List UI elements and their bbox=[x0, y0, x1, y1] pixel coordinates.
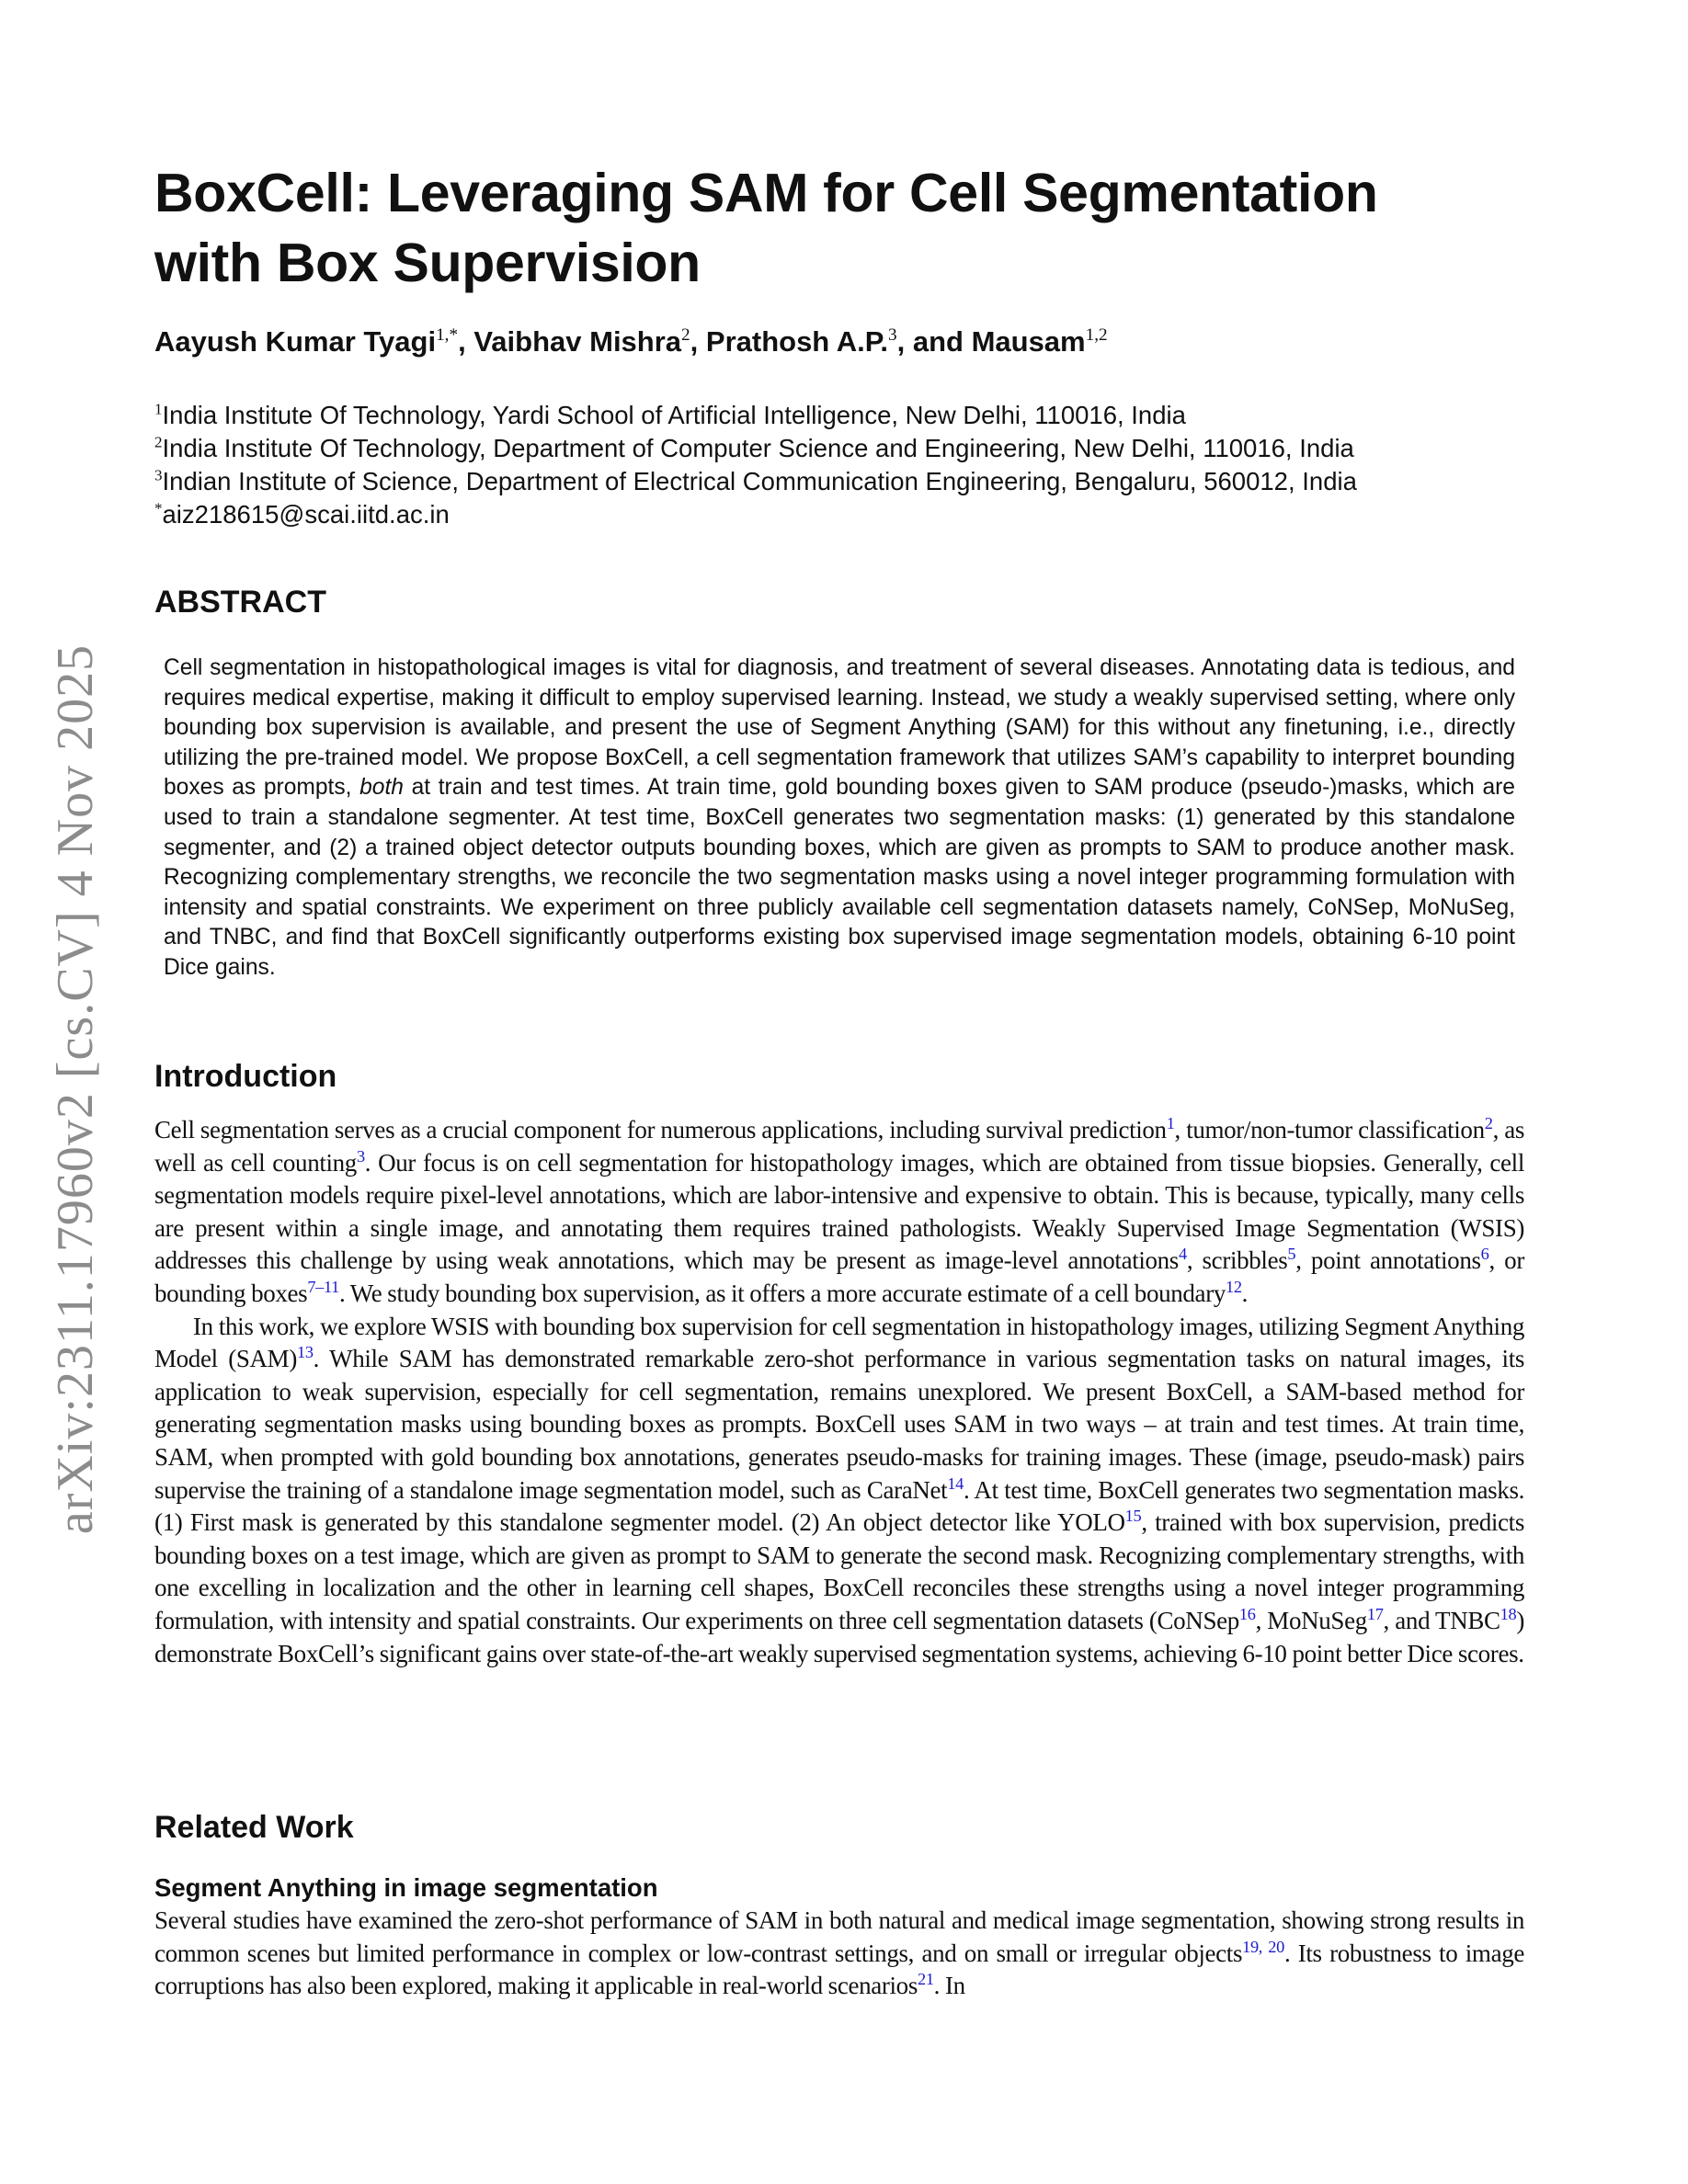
related-work-heading: Related Work bbox=[154, 1810, 354, 1845]
citation-link[interactable]: 15 bbox=[1124, 1507, 1142, 1526]
author: Mausam$^{1,2}$ bbox=[971, 325, 1108, 358]
author-affiliation-mark: 1,* bbox=[436, 325, 459, 346]
author-list bbox=[154, 324, 1589, 360]
citation-link[interactable]: 2 bbox=[1484, 1113, 1493, 1132]
citation-link[interactable]: 17 bbox=[1366, 1604, 1384, 1623]
arxiv-side-stamp: arXiv:2311.17960v2 [cs.CV] 4 Nov 2025 bbox=[47, 643, 104, 1535]
citation-link[interactable]: 1 bbox=[1166, 1113, 1175, 1132]
citation-link[interactable]: 21 bbox=[917, 1970, 934, 1989]
author-affiliation-mark: 2 bbox=[681, 325, 690, 346]
paper-title bbox=[154, 158, 1589, 298]
citation-link[interactable]: 18 bbox=[1500, 1604, 1517, 1623]
author: Aayush Kumar Tyagi$^{1,*}$, bbox=[154, 325, 474, 358]
author-affiliation-mark: 1,2 bbox=[1085, 325, 1108, 346]
citation-link[interactable]: 19, 20 bbox=[1242, 1937, 1284, 1956]
abstract-heading: ABSTRACT bbox=[154, 585, 326, 620]
author: Prathosh A.P.$^3$, and bbox=[705, 325, 972, 358]
title-line-2: with Box Supervision bbox=[154, 233, 701, 293]
citation-link[interactable]: 16 bbox=[1238, 1604, 1256, 1623]
related-work-paragraph-1: Several studies have examined the zero-shot performance of SAM in both natural and medical image segmentation, showing strong results in common scenes but limited performance in complex or low-contrast settings, and on small or irregular objects$^{19, 20}$. Its robustness to image corruptions has also been explored, making it applicable in real-world scenarios$^{21}$. In bbox=[154, 1906, 1524, 2000]
introduction-body bbox=[154, 1114, 1524, 1670]
citation-link[interactable]: 3 bbox=[356, 1146, 365, 1166]
citation-link[interactable]: 14 bbox=[947, 1473, 964, 1493]
introduction-paragraph-1: Cell segmentation serves as a crucial component for numerous applications, including survival prediction$^1$, tumor/non-tumor classification$^2$, as well as cell counting$^3$. Our focus is on cell segmentation for histopathology images, which are obtained from tissue biopsies. Generally, cell segmentation models require pixel-level annotations, which are labor-intensive and expensive to obtain. This is because, typically, many cells are present within a single image, and annotating them requires trained pathologists. Weakly Supervised Image Segmentation (WSIS) addresses this challenge by using weak annotations, which may be present as image-level annotations$^4$, scribbles$^5$, point annotations$^6$, or bounding boxes$^{7-11}$. We study bounding box supervision, as it offers a more accurate estimate of a cell boundary$^{12}$. bbox=[154, 1113, 1524, 1307]
citation-link[interactable]: 5 bbox=[1287, 1245, 1296, 1264]
title-line-1: BoxCell: Leveraging SAM for Cell Segmentation bbox=[154, 163, 1378, 223]
citation-link[interactable]: 4 bbox=[1178, 1245, 1187, 1264]
corresponding-email[interactable]: *aiz218615@scai.iitd.ac.in bbox=[154, 499, 450, 529]
affiliation-2: $^2$India Institute Of Technology, Department of Computer Science and Engineering, New Delhi, 110016, India bbox=[154, 433, 1354, 462]
citation-link[interactable]: 13 bbox=[297, 1343, 314, 1362]
related-work-body bbox=[154, 1905, 1524, 2003]
introduction-heading: Introduction bbox=[154, 1059, 337, 1094]
abstract-emphasis: both bbox=[359, 775, 404, 801]
author: Vaibhav Mishra$^2$, bbox=[473, 325, 706, 358]
affiliation-1: $^1$India Institute Of Technology, Yardi School of Artificial Intelligence, New Delhi, 110016, India bbox=[154, 400, 1186, 429]
subsection-heading-sam: Segment Anything in image segmentation bbox=[154, 1873, 658, 1902]
citation-link[interactable]: 7–11 bbox=[307, 1277, 339, 1296]
author-affiliation-mark: 3 bbox=[888, 325, 897, 346]
affiliations bbox=[154, 399, 1589, 531]
citation-link[interactable]: 12 bbox=[1226, 1277, 1242, 1296]
affiliation-3: $^3$Indian Institute of Science, Department of Electrical Communication Engineering, Bengaluru, 560012, India bbox=[154, 466, 1357, 495]
citation-link[interactable]: 6 bbox=[1480, 1245, 1489, 1264]
abstract-body: Cell segmentation in histopathological images is vital for diagnosis, and treatment of several diseases. Annotating data is tedious, and requires medical expertise, making it difficult to employ supervised learning. Instead, we study a weakly supervised setting, where only bounding box supervision is available, and present the use of Segment Anything (SAM) for this without any finetuning, i.e., directly utilizing the pre-trained model. We propose BoxCell, a cell segmentation framework that utilizes SAM’s capability to interpret bounding boxes as prompts, both at train and test times. At train time, gold bounding boxes given to SAM produce (pseudo-)masks, which are used to train a standalone segmenter. At test time, BoxCell generates two segmentation masks: (1) generated by this standalone segmenter, and (2) a trained object detector outputs bounding boxes, which are given as prompts to SAM to produce another mask. Recognizing complementary strengths, we reconcile the two segmentation masks using a novel integer programming formulation with intensity and spatial constraints. We experiment on three publicly available cell segmentation datasets namely, CoNSep, MoNuSeg, and TNBC, and find that BoxCell significantly outperforms existing box supervised image segmentation models, obtaining 6-10 point Dice gains. bbox=[164, 655, 1515, 980]
introduction-paragraph-2: In this work, we explore WSIS with bounding box supervision for cell segmentation in histopathology images, utilizing Segment Anything Model (SAM)$^{13}$. While SAM has demonstrated remarkable zero-shot performance in various segmentation tasks on natural images, its application to weak supervision, especially for cell segmentation, remains unexplored. We present BoxCell, a SAM-based method for generating segmentation masks using bounding boxes as prompts. BoxCell uses SAM in two ways – at train and test times. At train time, SAM, when prompted with gold bounding box annotations, generates pseudo-masks for training images. These (image, pseudo-mask) pairs supervise the training of a standalone image segmentation model, such as CaraNet$^{14}$. At test time, BoxCell generates two segmentation masks. (1) First mask is generated by this standalone segmenter model. (2) An object detector like YOLO$^{15}$, trained with box supervision, predicts bounding boxes on a test image, which are given as prompt to SAM to generate the second mask. Recognizing complementary strengths, with one excelling in localization and the other in learning cell shapes, BoxCell reconciles these strengths using a novel integer programming formulation, with intensity and spatial constraints. Our experiments on three cell segmentation datasets (CoNSep$^{16}$, MoNuSeg$^{17}$, and TNBC$^{18}$) demonstrate BoxCell’s significant gains over state-of-the-art weakly supervised segmentation systems, achieving 6-10 point better Dice scores. bbox=[154, 1312, 1525, 1667]
